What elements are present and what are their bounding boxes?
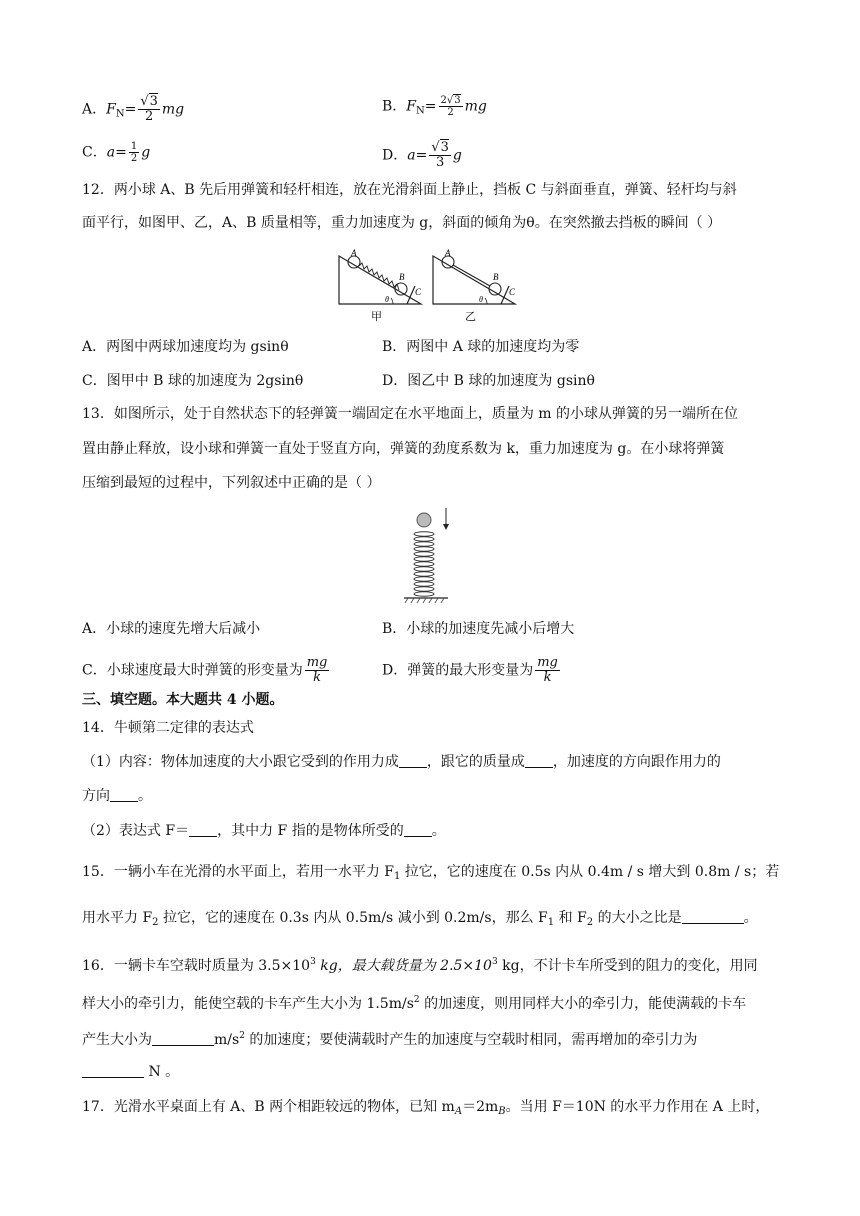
q12-option-a: A．两图中两球加速度均为 gsinθ <box>82 339 289 355</box>
fig-jia-label-c: C <box>415 287 422 297</box>
q12-stem-line2: 面平行，如图甲、乙，A、B 质量相等，重力加速度为 g，斜面的倾角为θ。在突然撤去挡板的瞬间（ ） <box>82 215 722 231</box>
q14-part1: （1）内容：物体加速度的大小跟它受到的作用力成 ，跟它的质量成 ，加速度的方向跟作用力的 <box>82 754 721 770</box>
q13-stem-line2: 置由静止释放，设小球和弹簧一直处于竖直方向，弹簧的劲度系数为 k，重力加速度为 g。在小球将弹簧 <box>82 441 725 457</box>
q13-stem-line1: 13．如图所示，处于自然状态下的轻弹簧一端固定在水平地面上，质量为 m 的小球从弹簧的另一端所在位 <box>82 406 738 422</box>
fig-jia-caption: 甲 <box>371 310 382 323</box>
incline-yi <box>433 256 515 304</box>
q12-option-b: B．两图中 A 球的加速度均为零 <box>382 339 580 355</box>
q11-option-c: C．a= $\frac{1}{2}$ g <box>82 141 151 164</box>
q14-part2: （2）表达式 F＝ ，其中力 F 指的是物体所受的 。 <box>82 823 446 839</box>
section-title-fill-in: 三、填空题。本大题共 4 小题。 <box>82 692 284 708</box>
answer-blank[interactable] <box>525 753 553 768</box>
q16-line1: 16．一辆卡车空载时质量为 $3.5\times 10^3$ kg，最大载货量为 $2.5\times 10^3$ kg，不计卡车所受到的阻力的变化，用同 <box>82 957 758 974</box>
q11-option-d: D．a= $\frac{√3}{3}$ g <box>382 140 462 170</box>
answer-blank[interactable] <box>399 753 427 768</box>
q16-line3: 产生大小为 $m/s^2$ 的加速度；要使满载时产生的加速度与空载时相同，需再增加的牵引力为 <box>82 1031 698 1048</box>
q13-option-a: A．小球的速度先增大后减小 <box>82 621 261 637</box>
q12-option-c: C．图甲中 B 球的加速度为 2gsinθ <box>82 373 304 389</box>
q16-line4: N 。 <box>82 1062 179 1082</box>
q13-stem-line3: 压缩到最短的过程中，下列叙述中正确的是（ ） <box>82 475 381 491</box>
q13-spring-figure <box>400 506 460 606</box>
q14-part1-cont: 方向 。 <box>82 788 152 804</box>
fig-yi-caption: 乙 <box>465 310 476 323</box>
answer-blank[interactable] <box>189 822 217 837</box>
q14-stem: 14．牛顿第二定律的表达式 <box>82 720 254 736</box>
q17-line1: 17．光滑水平桌面上有 A、B 两个相距较远的物体，已知 $m_A=2m_B$。当用 F＝10N 的水平力作用在 A 上时， <box>82 1099 770 1117</box>
fig-yi-label-c: C <box>509 287 516 297</box>
answer-blank[interactable] <box>110 787 138 802</box>
q13-option-b: B．小球的加速度先减小后增大 <box>382 621 575 637</box>
fig-yi-label-a: A <box>445 248 451 258</box>
answer-blank[interactable] <box>82 1063 144 1078</box>
q11-option-a: A．$F_N=$ $\frac{√3}{2}$ mg <box>82 94 185 124</box>
fig-yi-label-b: B <box>493 272 499 282</box>
q15-line2: 用水平力 $F_2$ 拉它，它的速度在 0.3s 内从 0.5m/s 减小到 0.2m/s，那么 $F_1$ 和 $F_2$ 的大小之比是 。 <box>82 910 758 928</box>
q15-line1: 15．一辆小车在光滑的水平面上，若用一水平力 $F_1$ 拉它，它的速度在 0.5s 内从 0.4m / s 增大到 0.8m / s；若 <box>82 864 780 882</box>
incline-jia <box>339 256 421 304</box>
answer-blank[interactable] <box>152 1031 214 1046</box>
q12-stem-line1: 12．两小球 A、B 先后用弹簧和轻杆相连，放在光滑斜面上静止，挡板 C 与斜面垂直，弹簧、轻杆均与斜 <box>82 182 737 198</box>
spring-coils <box>414 532 434 596</box>
q12-option-d: D．图乙中 B 球的加速度为 gsinθ <box>382 373 595 389</box>
fig-yi-theta: θ <box>479 295 483 304</box>
q13-option-d: D．弹簧的最大形变量为 $\frac{mg}{k}$ <box>382 655 558 685</box>
fig-jia-theta: θ <box>385 295 389 304</box>
fig-jia-label-a: A <box>351 248 357 258</box>
answer-blank[interactable] <box>682 909 744 924</box>
fig-jia-label-b: B <box>399 272 405 282</box>
answer-blank[interactable] <box>404 822 432 837</box>
q11-option-b: B．$F_N=$ $\frac{2√3}{2}$ mg <box>382 95 487 118</box>
q12-figure <box>335 248 525 323</box>
q16-line2: 样大小的牵引力，能使空载的卡车产生大小为 $1.5m/s^2$ 的加速度，则用同样大小的牵引力，能使满载的卡车 <box>82 995 747 1012</box>
q13-option-c: C．小球速度最大时弹簧的形变量为 $\frac{mg}{k}$ <box>82 655 328 685</box>
